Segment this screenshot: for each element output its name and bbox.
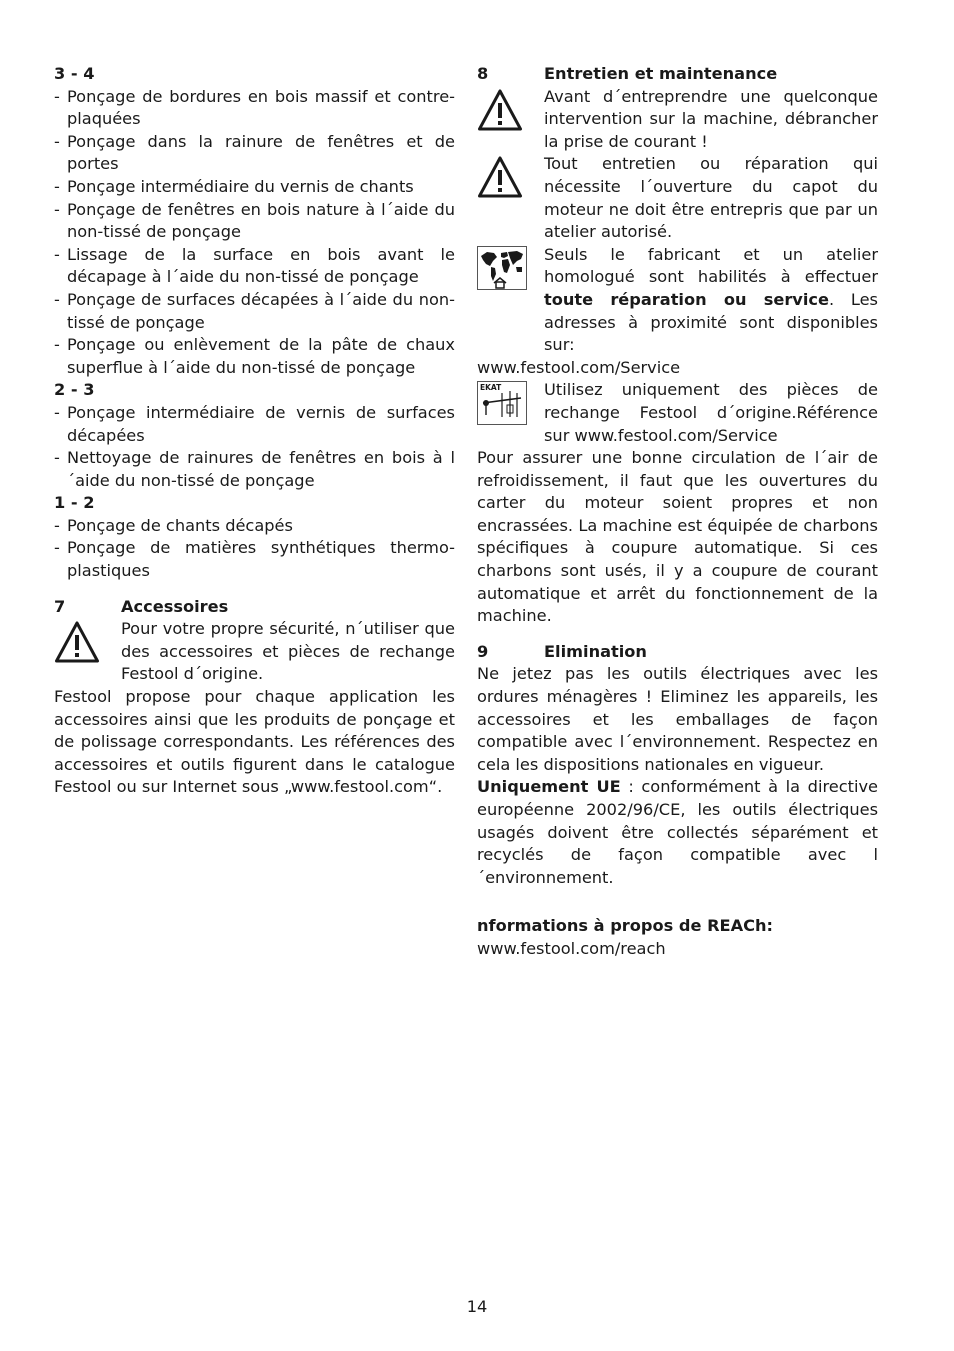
list-item: - Nettoyage de rainures de fenêtres en bois à l´aide du non-tissé de ponçage xyxy=(54,447,455,492)
page-number: 14 xyxy=(466,1297,488,1316)
maintenance-paragraph: Pour assurer une bonne circulation de l´air de refroidissement, il faut que les ouvertures du carter du moteur soient propres et non encrassées. La machine est équipée de charbons spécifiques à coupure automatique. Si ces charbons sont usés, il y a coupure de courant automatique et arrêt du fonctionnement de la machine. xyxy=(477,448,878,626)
section-title: Accessoires xyxy=(121,596,229,616)
list-item: - Ponçage de chants décapés xyxy=(54,515,455,538)
warning-triangle-icon xyxy=(477,155,523,199)
group-heading-2-3: 2 - 3 xyxy=(54,380,95,400)
spacer xyxy=(477,889,878,915)
spacer xyxy=(54,583,455,596)
section-heading-accessoires xyxy=(54,596,455,619)
list-item: - Ponçage ou enlèvement de la pâte de chaux superflue à l´aide du non-tissé de ponçage xyxy=(54,334,455,379)
list-item: - Lissage de la surface en bois avant le décapage à l´aide du non-tissé de ponçage xyxy=(54,244,455,289)
warning-text: Avant d´entreprendre une quelconque intervention sur la machine, débrancher la prise de courant ! xyxy=(544,86,878,151)
ekat-text: Utilisez uniquement des pièces de rechange Festool d´origine.Référence sur www.festool.com/Service xyxy=(544,380,878,445)
list-item: - Ponçage de bordures en bois massif et contre-plaquées xyxy=(54,86,455,131)
ekat-notice xyxy=(477,379,878,447)
list-item: - Ponçage dans la rainure de fenêtres et de portes xyxy=(54,131,455,176)
list-item: - Ponçage de fenêtres en bois nature à l´aide du non-tissé de ponçage xyxy=(54,199,455,244)
list-2-3 xyxy=(54,402,455,492)
right-column xyxy=(477,63,878,961)
spacer xyxy=(477,628,878,641)
world-map-service-icon xyxy=(477,246,527,290)
section-title: Entretien et maintenance xyxy=(544,64,778,83)
list-item: - Ponçage intermédiaire du vernis de chants xyxy=(54,176,455,199)
section-title: Elimination xyxy=(544,641,647,661)
list-item: - Ponçage intermédiaire de vernis de surfaces décapées xyxy=(54,402,455,447)
elimination-paragraph: Ne jetez pas les outils électriques avec les ordures ménagères ! Eliminez les appareils, les accessoires et les emballages de façon compatible avec l´environnement. Respectez en cela les dispositions nationales en vigueur. xyxy=(477,664,878,774)
section-heading-entretien xyxy=(477,63,878,86)
service-notice xyxy=(477,244,878,357)
service-text: Seuls le fabricant et un atelier homologué sont habilités à effectuer toute réparation ou service. Les adresses à proximité sont disponibles sur: xyxy=(544,244,878,355)
warning-text: Pour votre propre sécurité, n´utiliser que des accessoires et pièces de rechange Festool d´origine. xyxy=(121,619,455,684)
list-item: - Ponçage de matières synthétiques thermo-plastiques xyxy=(54,537,455,582)
section-number: 7 xyxy=(54,596,66,616)
left-column xyxy=(54,63,455,799)
ekat-label: EKAT xyxy=(480,383,502,393)
service-bold: toute réparation ou service xyxy=(544,289,829,309)
reach-heading: nformations à propos de REACh: xyxy=(477,916,774,936)
section-number: 9 xyxy=(477,641,489,661)
reach-url: www.festool.com/reach xyxy=(477,938,666,958)
group-heading-1-2: 1 - 2 xyxy=(54,493,95,513)
eu-paragraph: Uniquement UE : conformément à la directive européenne 2002/96/CE, les outils électriques usagés doivent être collectés séparément et recyclés de façon compatible avec l´environnement. xyxy=(477,777,878,887)
warning-text: Tout entretien ou réparation qui nécessite l´ouverture du capot du moteur ne doit être entrepris que par un atelier autorisé. xyxy=(544,154,878,242)
service-url: www.festool.com/Service xyxy=(477,357,681,377)
warning-authorized-workshop xyxy=(477,153,878,243)
group-heading-3-4: 3 - 4 xyxy=(54,64,95,83)
ekat-catalog-icon xyxy=(477,381,527,425)
section-heading-elimination xyxy=(477,641,878,664)
warning-triangle-icon xyxy=(54,620,100,664)
eu-label: Uniquement UE xyxy=(477,777,621,797)
warning-triangle-icon xyxy=(477,88,523,132)
section-number: 8 xyxy=(477,64,489,83)
list-1-2 xyxy=(54,515,455,583)
list-3-4 xyxy=(54,86,455,380)
list-item: - Ponçage de surfaces décapées à l´aide du non-tissé de ponçage xyxy=(54,289,455,334)
warning-accessoires xyxy=(54,618,455,686)
accessoires-paragraph: Festool propose pour chaque application les accessoires ainsi que les produits de ponçage et de polissage correspondants. Les références des accessoires et outils figurent dans le catalogue Festool ou sur Internet sous „www.festool.com“. xyxy=(54,687,455,797)
warning-unplug xyxy=(477,86,878,154)
